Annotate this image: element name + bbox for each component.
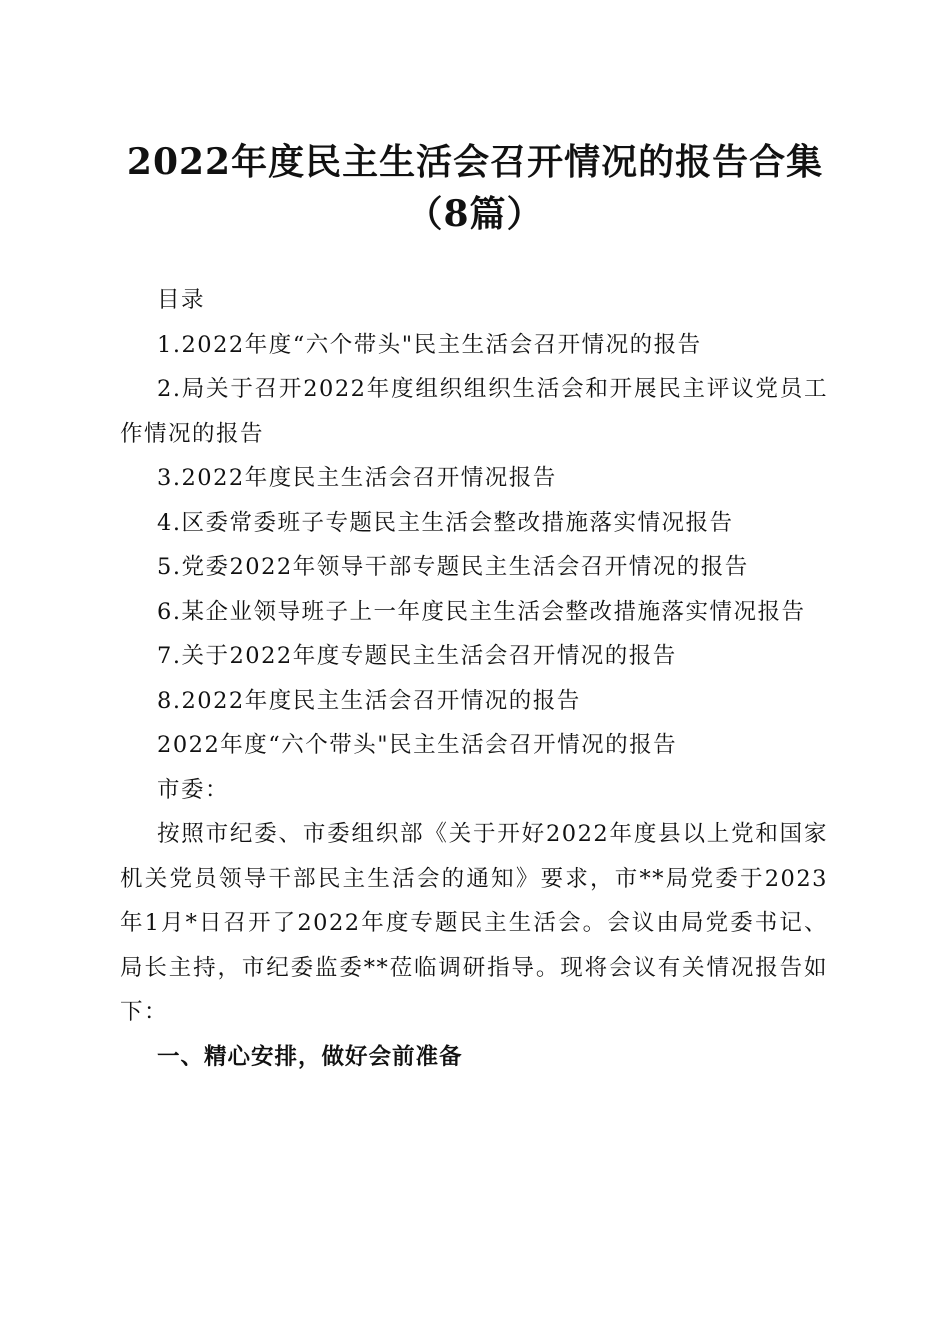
document-title: 2022年度民主生活会召开情况的报告合集（8篇）: [126, 141, 824, 235]
toc-item-7: 7.关于2022年度专题民主生活会召开情况的报告: [157, 643, 677, 669]
section-heading: 一、精心安排，做好会前准备: [157, 1043, 463, 1070]
toc-label: 目录: [157, 287, 206, 313]
toc-item-1: 1.2022年度“六个带头"民主生活会召开情况的报告: [157, 331, 702, 358]
toc-item-2: 2.局关于召开2022年度组织组织生活会和开展民主评议党员工作情况的报告: [120, 376, 828, 447]
report-title: 2022年度“六个带头"民主生活会召开情况的报告: [157, 732, 678, 758]
toc-item-6: 6.某企业领导班子上一年度民主生活会整改措施落实情况报告: [157, 598, 806, 625]
toc-item-4: 4.区委常委班子专题民主生活会整改措施落实情况报告: [157, 509, 734, 536]
report-salutation: 市委：: [157, 776, 230, 803]
toc-item-3: 3.2022年度民主生活会召开情况报告: [157, 465, 557, 491]
report-paragraph: 按照市纪委、市委组织部《关于开好2022年度县以上党和国家机关党员领导干部民主生活会的通知》要求，市**局党委于2023年1月*日召开了2022年度专题民主生活会。会议由局党委书记、局长主持，市纪委监委**莅临调研指导。现将会议有关情况报告如下：: [120, 821, 828, 1025]
document-body: [120, 278, 828, 1079]
toc-item-8: 8.2022年度民主生活会召开情况的报告: [157, 687, 581, 714]
toc-item-5: 5.党委2022年领导干部专题民主生活会召开情况的报告: [157, 554, 749, 580]
